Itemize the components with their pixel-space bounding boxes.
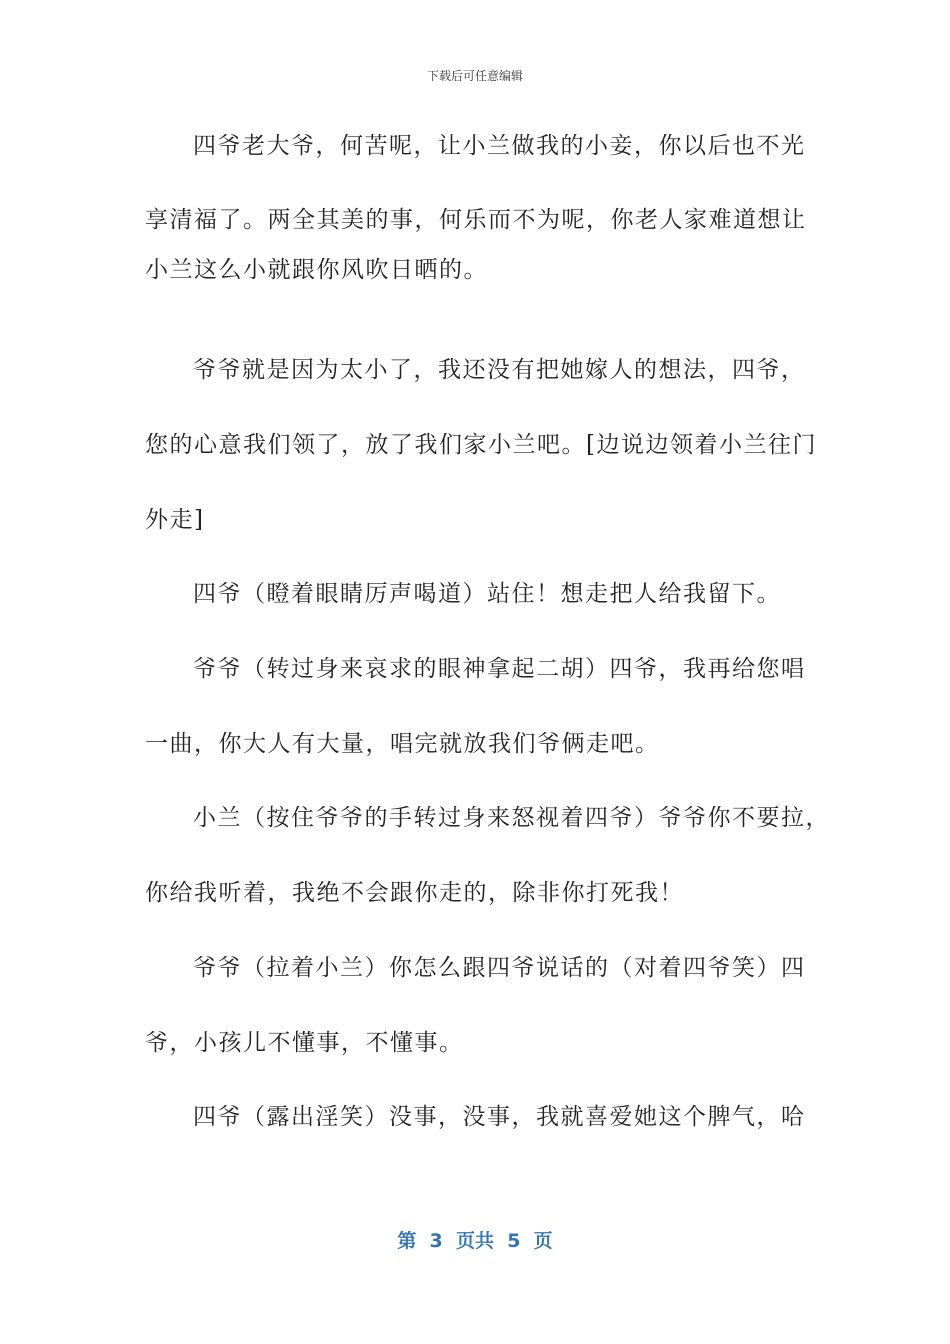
text-line: 爷，小孩儿不懂事，不懂事。 bbox=[145, 1030, 464, 1056]
text-line: 四爷（露出淫笑）没事，没事，我就喜爱她这个脾气，哈 bbox=[193, 1104, 806, 1130]
text-line: 享清福了。两全其美的事，何乐而不为呢，你老人家难道想让 bbox=[145, 207, 807, 233]
text-line: 爷爷（拉着小兰）你怎么跟四爷说话的（对着四爷笑）四 bbox=[193, 955, 806, 981]
text-line: 小兰这么小就跟你风吹日晒的。 bbox=[145, 257, 488, 283]
page-number-footer: 第 3 页共 5 页 bbox=[397, 1230, 553, 1252]
text-line: 爷爷就是因为太小了，我还没有把她嫁人的想法，四爷， bbox=[193, 357, 806, 383]
text-line: 外走] bbox=[145, 507, 205, 533]
text-line: 你给我听着，我绝不会跟你走的，除非你打死我！ bbox=[145, 880, 684, 906]
page-header: 下载后可任意编辑 bbox=[426, 69, 523, 83]
text-line: 爷爷（转过身来哀求的眼神拿起二胡）四爷，我再给您唱 bbox=[193, 656, 806, 682]
text-line: 四爷（瞪着眼睛厉声喝道）站住！想走把人给我留下。 bbox=[193, 581, 781, 607]
text-line: 一曲，你大人有大量，唱完就放我们爷俩走吧。 bbox=[145, 731, 660, 757]
text-line: 小兰（按住爷爷的手转过身来怒视着四爷）爷爷你不要拉， bbox=[193, 805, 830, 831]
text-line: 您的心意我们领了，放了我们家小兰吧。[边说边领着小兰往门 bbox=[145, 432, 817, 458]
text-line: 四爷老大爷，何苦呢，让小兰做我的小妾，你以后也不光 bbox=[193, 133, 806, 159]
